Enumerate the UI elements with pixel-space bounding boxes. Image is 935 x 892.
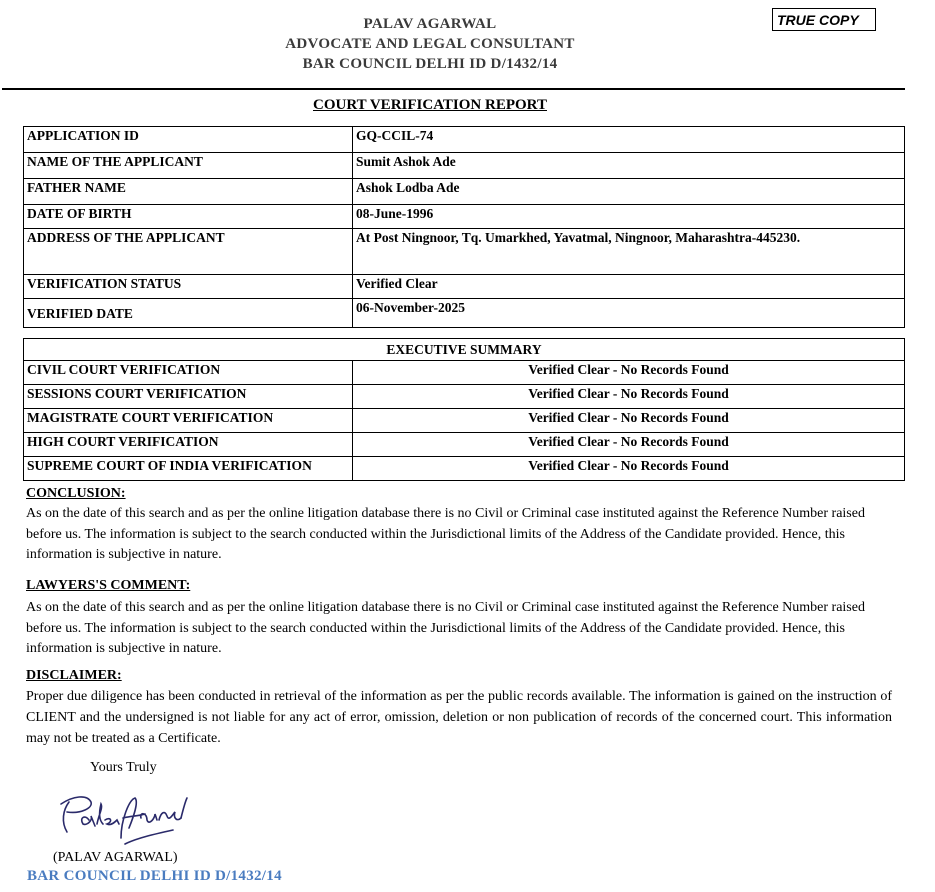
summary-label: MAGISTRATE COURT VERIFICATION (24, 409, 353, 433)
table-row (24, 457, 905, 481)
advocate-bar-id: BAR COUNCIL DELHI ID D/1432/14 (302, 56, 558, 72)
report-title: COURT VERIFICATION REPORT (313, 97, 547, 113)
summary-label: SESSIONS COURT VERIFICATION (24, 385, 353, 409)
signature-image (55, 788, 190, 846)
yours-truly: Yours Truly (90, 760, 157, 775)
lawyers-comment-text: As on the date of this search and as per the online litigation database there is no Civil or Criminal case instituted against the Reference Number raised before us. The information is subject to the search conducted within the Jurisdictional limits of the Address of the Candidate provided. Hence, this information is subjective in nature. (26, 600, 865, 656)
summary-value: Verified Clear - No Records Found (353, 385, 905, 409)
detail-value: Ashok Lodba Ade (353, 179, 905, 205)
table-row (24, 153, 905, 179)
footer-bar-id: BAR COUNCIL DELHI ID D/1432/14 (27, 868, 282, 884)
detail-value: 08-June-1996 (353, 205, 905, 229)
conclusion-heading: CONCLUSION: (26, 486, 126, 501)
executive-summary-title: EXECUTIVE SUMMARY (24, 339, 905, 361)
table-row (24, 127, 905, 153)
detail-label: ADDRESS OF THE APPLICANT (24, 229, 353, 275)
detail-value: Verified Clear (353, 275, 905, 299)
disclaimer-text: Proper due diligence has been conducted in retrieval of the information as per the public records available. The information is gained on the instruction of CLIENT and the undersigned is not liable for any act of error, omission, deletion or non publication of records of the concerned court. This information may not be treated as a Certificate. (26, 689, 892, 746)
table-header-row (24, 339, 905, 361)
detail-value: 06-November-2025 (353, 299, 905, 328)
table-row (24, 409, 905, 433)
detail-value: GQ-CCIL-74 (353, 127, 905, 153)
table-row (24, 385, 905, 409)
disclaimer-heading: DISCLAIMER: (26, 668, 122, 683)
summary-label: HIGH COURT VERIFICATION (24, 433, 353, 457)
detail-value: At Post Ningnoor, Tq. Umarkhed, Yavatmal, Ningnoor, Maharashtra-445230. (353, 229, 905, 275)
true-copy-stamp: TRUE COPY (772, 8, 876, 31)
table-row (24, 433, 905, 457)
summary-label: CIVIL COURT VERIFICATION (24, 361, 353, 385)
conclusion-text: As on the date of this search and as per the online litigation database there is no Civil or Criminal case instituted against the Reference Number raised before us. The information is subject to the search conducted within the Jurisdictional limits of the Address of the Candidate provided. Hence, this information is subjective in nature. (26, 506, 865, 562)
summary-label: SUPREME COURT OF INDIA VERIFICATION (24, 457, 353, 481)
lawyers-comment-heading: LAWYERS'S COMMENT: (26, 578, 191, 593)
detail-label: FATHER NAME (24, 179, 353, 205)
table-row (24, 205, 905, 229)
detail-label: APPLICATION ID (24, 127, 353, 153)
detail-label: VERIFIED DATE (24, 299, 353, 328)
signatory-name: (PALAV AGARWAL) (53, 850, 178, 865)
table-row (24, 229, 905, 275)
detail-label: NAME OF THE APPLICANT (24, 153, 353, 179)
summary-value: Verified Clear - No Records Found (353, 457, 905, 481)
executive-summary-table (23, 338, 905, 481)
table-row (24, 275, 905, 299)
detail-label: DATE OF BIRTH (24, 205, 353, 229)
header-divider (2, 88, 905, 90)
summary-value: Verified Clear - No Records Found (353, 361, 905, 385)
table-row (24, 299, 905, 328)
summary-value: Verified Clear - No Records Found (353, 409, 905, 433)
summary-value: Verified Clear - No Records Found (353, 433, 905, 457)
advocate-name: PALAV AGARWAL (363, 16, 497, 32)
table-row (24, 179, 905, 205)
advocate-role: ADVOCATE AND LEGAL CONSULTANT (285, 36, 575, 52)
detail-value: Sumit Ashok Ade (353, 153, 905, 179)
table-row (24, 361, 905, 385)
detail-label: VERIFICATION STATUS (24, 275, 353, 299)
applicant-details-table (23, 126, 905, 328)
